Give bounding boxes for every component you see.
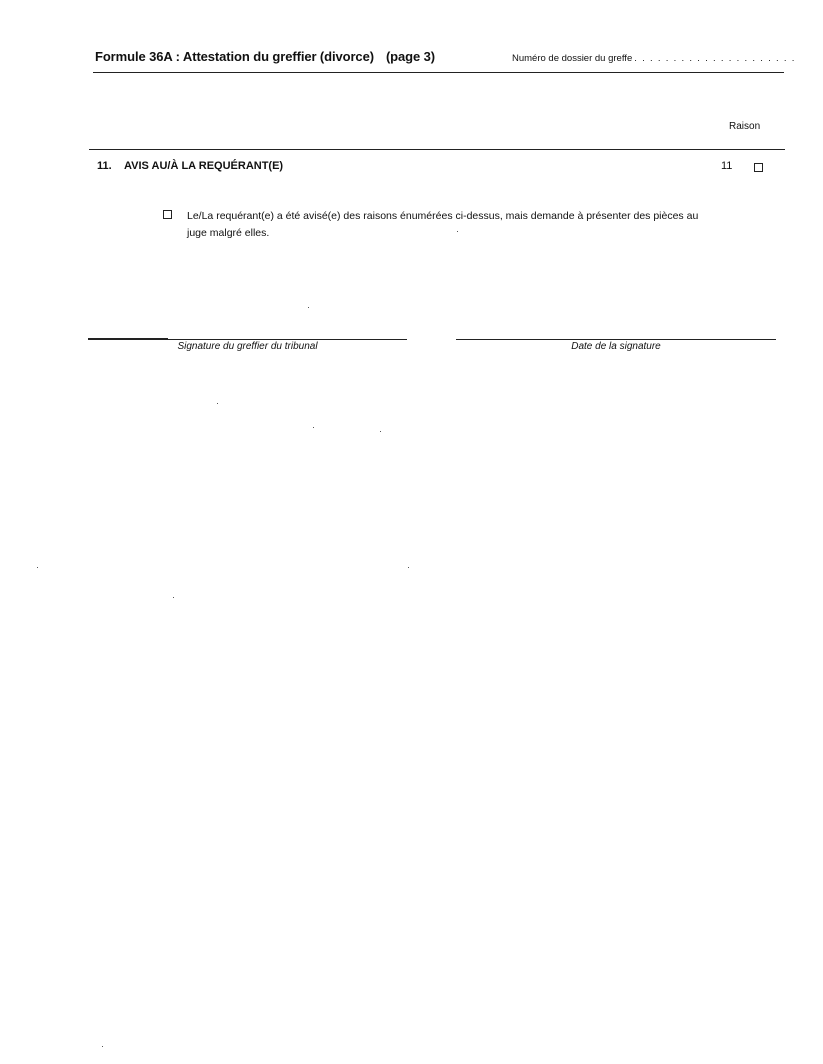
section-title: AVIS AU/À LA REQUÉRANT(E): [124, 160, 284, 172]
scan-speck: [102, 1046, 103, 1047]
signature-date-line: [456, 339, 776, 340]
file-number-field: [512, 53, 796, 64]
section-reason-checkbox[interactable]: [754, 163, 763, 172]
header-rule: [93, 72, 784, 73]
form-title: [95, 49, 435, 64]
signature-date-label: Date de la signature: [571, 341, 661, 352]
notice-checkbox[interactable]: [163, 210, 172, 219]
scan-speck: [308, 307, 309, 308]
scan-speck: [457, 231, 458, 232]
scan-speck: [380, 431, 381, 432]
reason-column-header: Raison: [729, 121, 761, 132]
scan-speck: [408, 567, 409, 568]
scan-speck: [217, 403, 218, 404]
notice-statement: Le/La requérant(e) a été avisé(e) des raisons énumérées ci-dessus, mais demande à présenter des pièces au juge malgré elles.: [187, 210, 699, 239]
clerk-signature-label: Signature du greffier du tribunal: [177, 341, 318, 352]
section-reason-code: 11: [721, 160, 733, 172]
page-reference: (page 3): [385, 49, 435, 64]
section-divider: [89, 149, 785, 150]
scan-speck: [37, 567, 38, 568]
section-number: 11.: [97, 160, 112, 172]
form-title-text: Formule 36A : Attestation du greffier (divorce): [95, 49, 374, 64]
scan-speck: [173, 597, 174, 598]
scan-speck: [313, 427, 314, 428]
clerk-signature-line-mark: [88, 338, 168, 340]
file-number-blank: . . . . . . . . . . . . . . . . . . . . .: [634, 53, 796, 64]
file-number-label: Numéro de dossier du greffe: [512, 53, 633, 64]
